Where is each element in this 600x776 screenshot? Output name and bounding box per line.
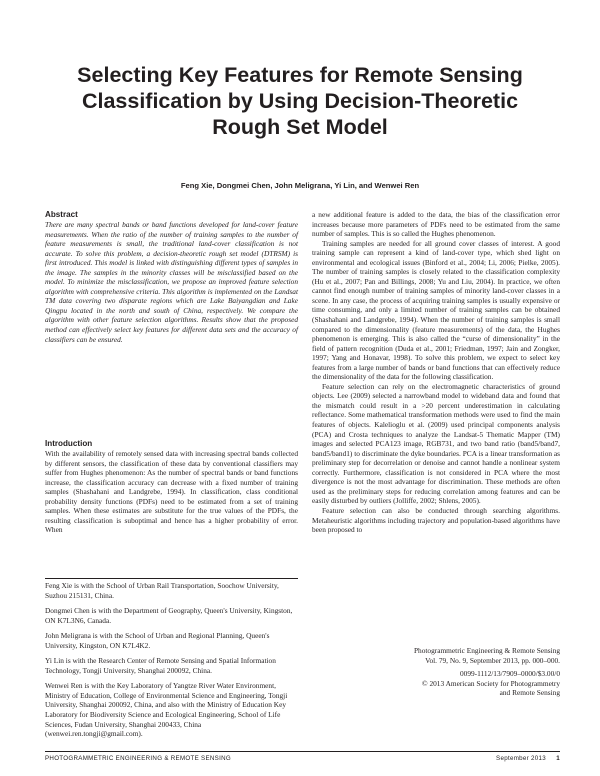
journal-volume: Vol. 79, No. 9, September 2013, pp. 000–000.: [425, 655, 560, 665]
author-affiliations: [45, 578, 298, 743]
footer-date: September 2013: [496, 755, 546, 762]
affiliation-note: John Meligrana is with the School of Urban and Regional Planning, Queen's University, Kingston, ON K7L4K2.: [45, 631, 270, 650]
introduction-text: [45, 449, 298, 535]
journal-citation: [330, 646, 560, 665]
footer-journal-name: PHOTOGRAMMETRIC ENGINEERING & REMOTE SENSING: [45, 755, 232, 762]
introduction-paragraph: With the availability of remotely sensed data with increasing spectral bands collected by different sensors, the classification of these data by conventional classifiers may suffer from Hughes phenomenon: As the number of spectral bands or band functions increase, the classification accuracy can decrease with a fixed number of training samples (Shashahani and Landgrebe, 1994). In classification, class conditional probability density functions (PDFs) need to be estimated from a set of training samples. When these estimates are substitute for the true values of the PDFs, the resulting classification is suboptimal and hence has a higher probability of error. When: [45, 449, 298, 535]
abstract-paragraph: There are many spectral bands or band functions developed for land-cover feature measurements. When the ratio of the number of training samples to the number of feature measurements is small, the traditional land-cover classification is not accurate. To solve this problem, a decision-theoretic rough set model (DTRSM) is first introduced. This model is linked with distinguishing different types of samples in the image. The samples in the minority classes will be misclassified based on the model. To minimize the misclassification, we propose an improved feature selection algorithm with comprehensive criteria. This algorithm is implemented on the Landsat TM data covering two disparate regions which are Lake Baiyangdian and Lake Qingpu located in the north and south of China, respectively. We compare the algorithm with other feature selection algorithms. Results show that the proposed method can effectively select key features for different data sets and the accuracy of classifiers can be ensured.: [45, 220, 298, 344]
affiliation-note: Dongmei Chen is with the Department of Geography, Queen's University, Kingston, ON K7L3N6, Canada.: [45, 606, 293, 625]
journal-copyright: [330, 669, 560, 698]
affiliation-note: Yi Lin is with the Research Center of Remote Sensing and Spatial Information Technology, Tongji University, Shanghai 200092, China.: [45, 656, 276, 675]
body-paragraph: Training samples are needed for all ground cover classes of interest. A good training sample can represent a kind of land-cover type, which shed light on environmental and ecological issues (Binford et al., 2004; Li, 2006; Pielke, 2005). The number of training samples is closely related to the classification complexity (Hu et al., 2007; Pan and Billings, 2008; Yu and Liu, 2004). In practice, we often cannot find enough number of training samples of minority land-cover classes in a scene. In any case, the process of acquiring training samples is usually expensive or time consuming, and only a limited number of training samples can be obtained (Shashahani and Landgrebe, 1994). When the number of training samples is small compared to the dimensionality (feature measurements) of the data, the Hughes phenomenon is emerging. This is also called the “curse of dimensionality” in the field of pattern recognition (Duda et al., 2001; Friedman, 1997; Jain and Zongker, 1997; Yang and Honavar, 1998). To solve this problem, we expect to select key features from a large number of bands or band functions that can effectively reduce the dimensionality of the data for the following classification.: [312, 238, 560, 382]
title-line: Classification by Using Decision-Theoretic: [81, 89, 519, 113]
journal-info: [330, 646, 560, 702]
abstract-text: [45, 220, 298, 344]
affiliation-note: Wenwei Ren is with the Key Laboratory of Yangtze River Water Environment, Ministry of Education, College of Environmental Science and Engineering, Tongji University, Shanghai 200092, China, and also with the Ministry of Education Key Laboratory for Biodiversity Science and Ecological Engineering, School of Life Sciences, Fudan University, Shanghai 200433, China (wenwei.ren.tongji@gmail.com).: [45, 681, 288, 739]
journal-issn: 0099-1112/13/7909–0000/$3.00/0: [459, 669, 560, 679]
right-column-text: [312, 210, 560, 535]
affiliation-note: Feng Xie is with the School of Urban Rail Transportation, Soochow University, Suzhou 215131, China.: [45, 581, 279, 600]
journal-name: Photogrammetric Engineering & Remote Sensing: [413, 646, 560, 655]
title-line: Rough Set Model: [212, 115, 388, 139]
title-line: Selecting Key Features for Remote Sensing: [77, 63, 523, 87]
page-footer: [45, 751, 560, 764]
body-paragraph: Feature selection can rely on the electromagnetic characteristics of ground objects. Lee (2009) selected a narrowband model to wideband data and found that the mismatch could result in a >20 percent underestimation in calculating reflectance. Some mathematical transformation methods were used to find the main features of objects. Kalelioglu et al. (2009) used principal components analysis (PCA) and Crosta techniques to analyze the Landsat-5 Thematic Mapper (TM) images and selected PCA123 image, RGB731, and two band ratio (band5/band7, band5/band1) to discriminate the dyke boundaries. PCA is a linear transformation as preliminary step for decorrelation or denoise and cannot handle a nonlinear system correctly. Furthermore, classification is not considered in PCA where the most divergence is not the most advantage for discrimination. These methods are often used as the preliminary steps for reducing correlation among features and can be easily disturbed by outliers (Jolliffe, 2002; Shlens, 2005).: [312, 381, 560, 506]
introduction-heading: Introduction: [45, 439, 93, 448]
copyright-line: © 2013 American Society for Photogrammetry: [422, 678, 560, 688]
paper-title: [40, 62, 560, 140]
body-paragraph: Feature selection can also be conducted through searching algorithms. Metaheuristic algorithms including trajectory and population-based algorithms have been proposed to: [312, 505, 560, 535]
author-list: Feng Xie, Dongmei Chen, John Meligrana, Yi Lin, and Wenwei Ren: [180, 181, 420, 190]
body-paragraph: a new additional feature is added to the data, the bias of the classification error increases because more parameters of PDFs need to be estimated from the same number of samples. This is so called the Hughes phenomenon.: [312, 210, 560, 239]
copyright-line-2: and Remote Sensing: [499, 688, 560, 698]
abstract-heading: Abstract: [45, 210, 78, 219]
page-number: 1: [556, 755, 560, 762]
